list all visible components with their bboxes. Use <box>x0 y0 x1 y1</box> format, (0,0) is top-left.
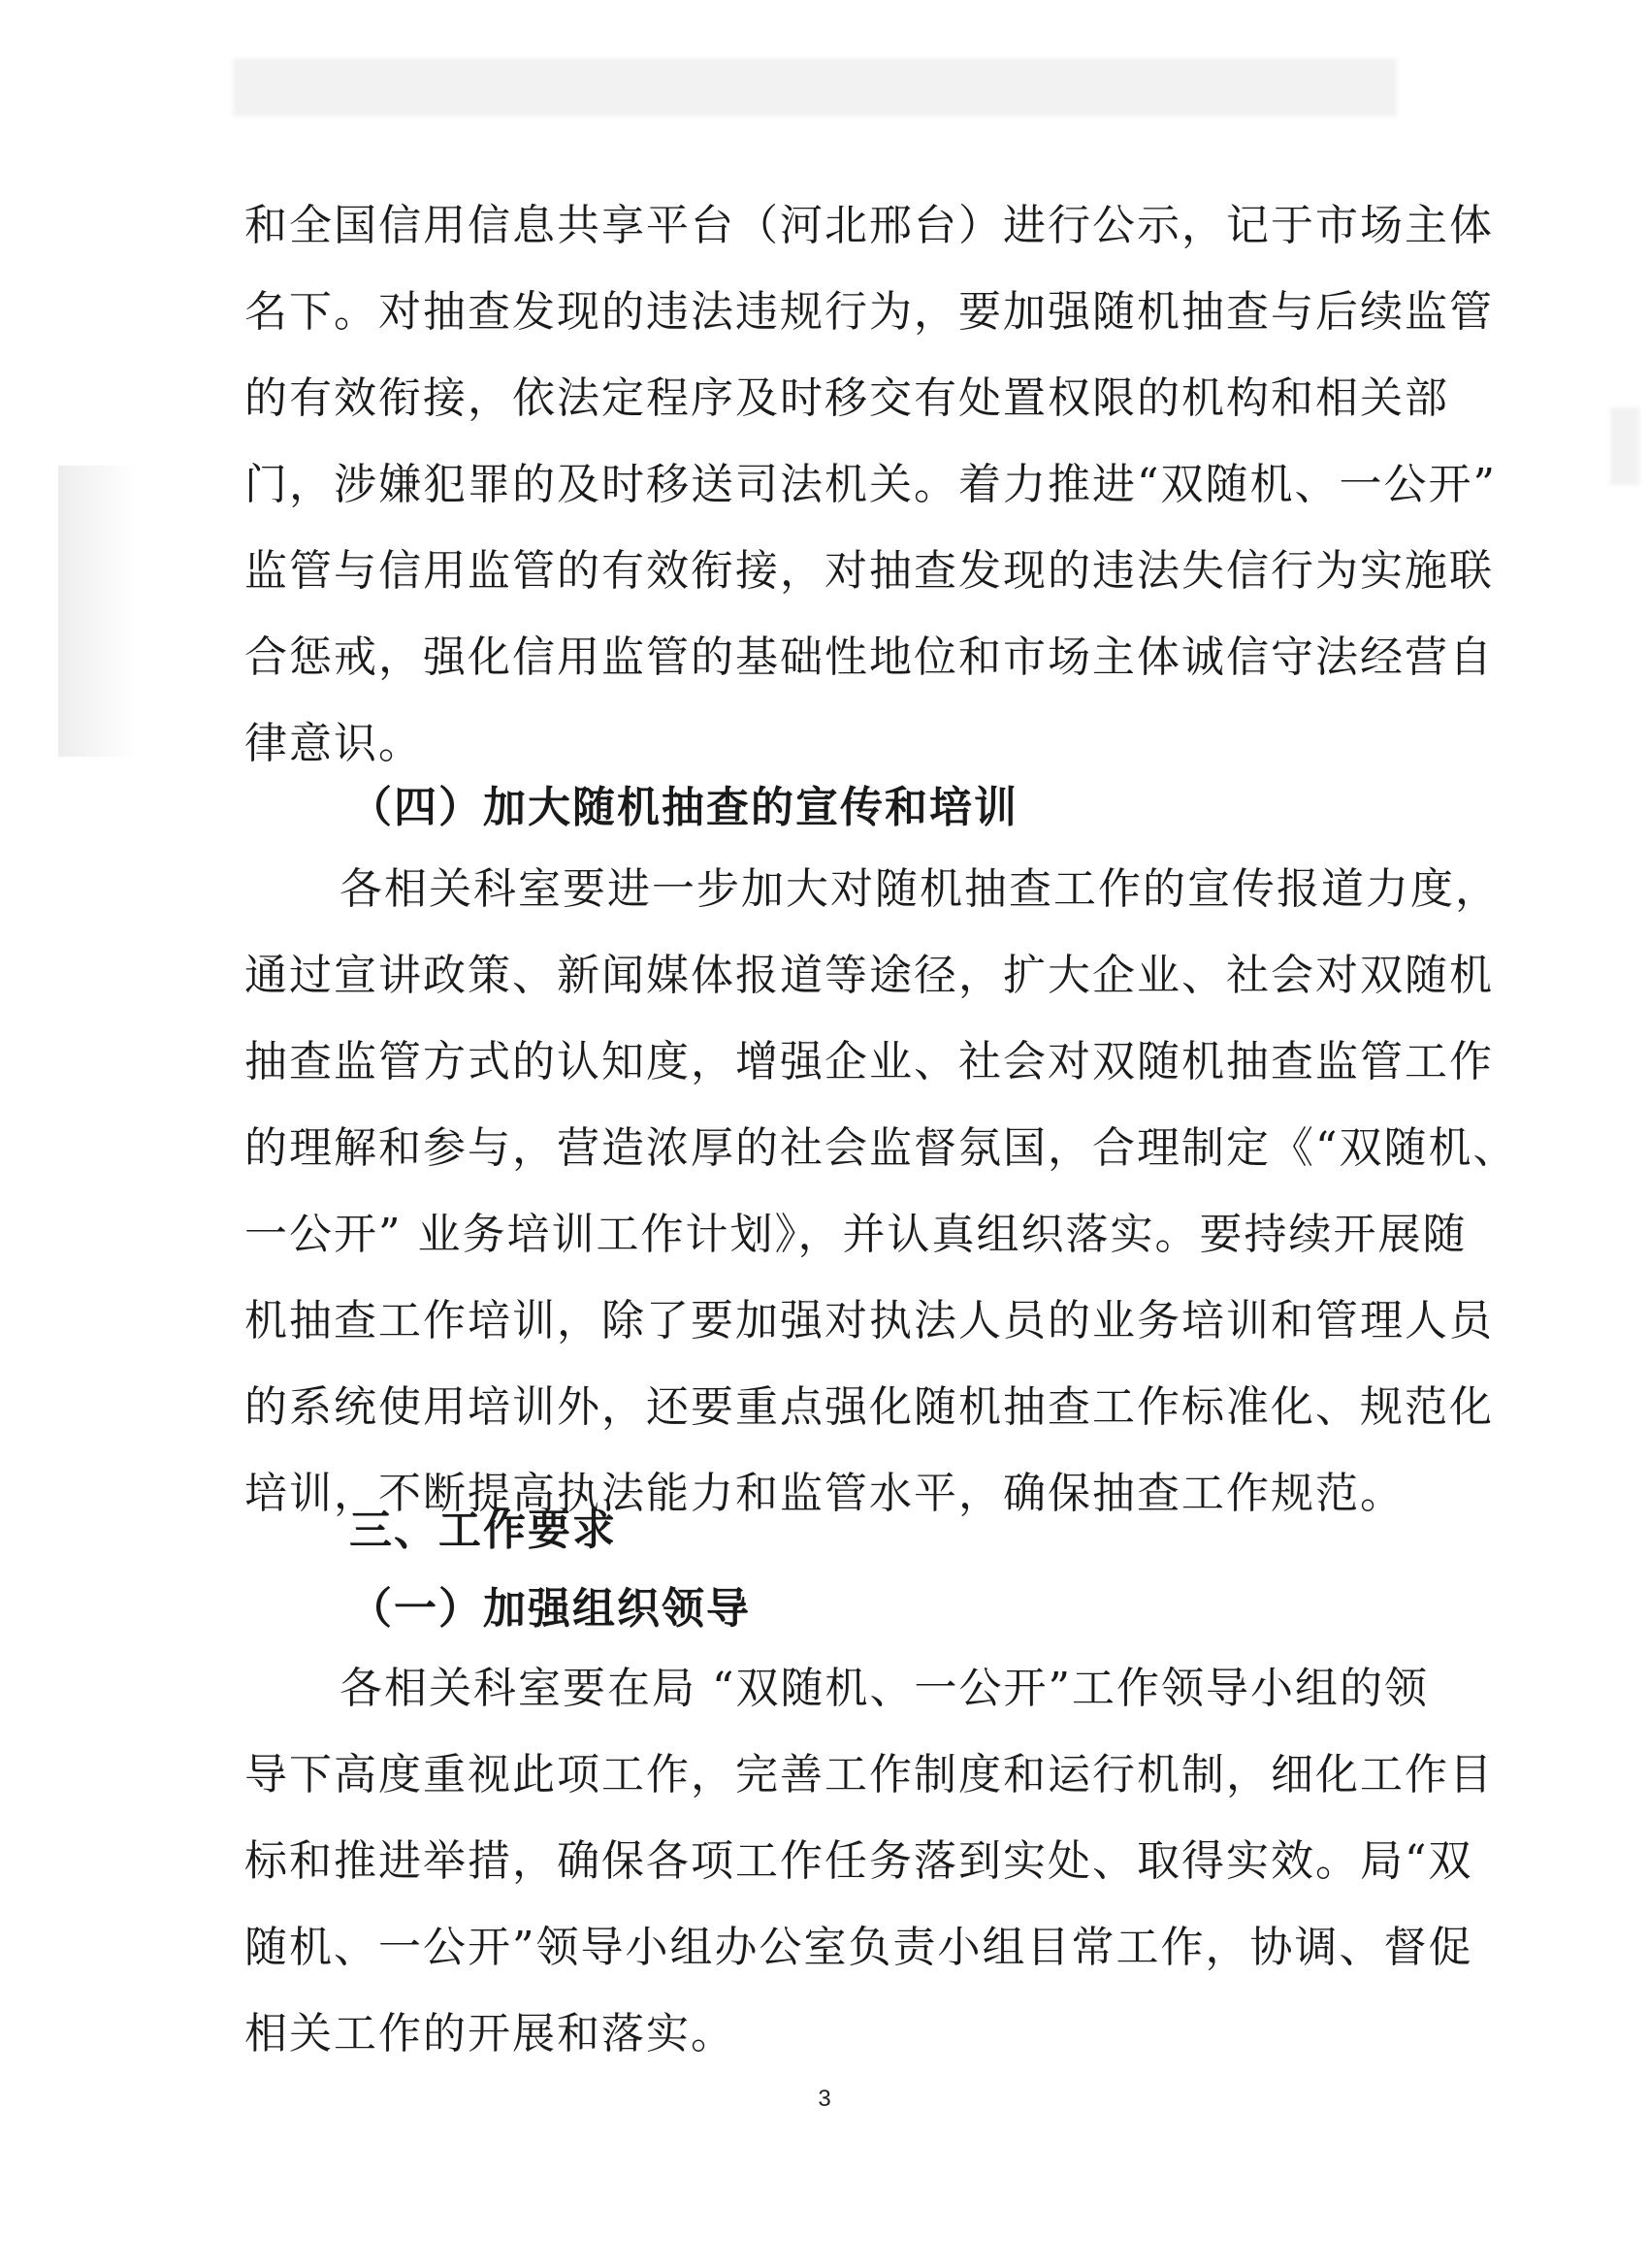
paragraph-2-line: 各相关科室要进一步加大对随机抽查工作的宣传报道力度， <box>340 864 1500 914</box>
paragraph-2-line: 培训，不断提高执法能力和监管水平，确保抽查工作规范。 <box>244 1469 1405 1518</box>
paragraph-1-line: 门，涉嫌犯罪的及时移送司法机关。着力推进“双随机、一公开” <box>244 460 1497 509</box>
paragraph-3-line: 导下高度重视此项工作，完善工作制度和运行机制，细化工作目 <box>244 1750 1494 1799</box>
paragraph-1 <box>244 182 1497 787</box>
paragraph-2-line: 通过宣讲政策、新闻媒体报道等途径，扩大企业、社会对双随机 <box>244 951 1494 1000</box>
paragraph-1-line: 律意识。 <box>244 719 423 768</box>
paragraph-2 <box>244 846 1518 1537</box>
section-heading-3: 三、工作要求 <box>349 1506 617 1555</box>
paragraph-2-line: 一公开” 业务培训工作计划》，并认真组织落实。要持续开展随 <box>244 1210 1468 1259</box>
paragraph-1-line: 的有效衔接，依法定程序及时移交有处置权限的机构和相关部 <box>244 373 1449 423</box>
scan-shadow-left <box>58 466 136 757</box>
paragraph-2-line: 的系统使用培训外，还要重点强化随机抽查工作标准化、规范化 <box>244 1382 1494 1432</box>
paragraph-3-line: 各相关科室要在局 “双随机、一公开”工作领导小组的领 <box>340 1664 1429 1713</box>
scan-bleed-top <box>233 58 1397 116</box>
paragraph-3-line: 随机、一公开”领导小组办公室负责小组目常工作，协调、督促 <box>244 1923 1473 1972</box>
page-number: 3 <box>818 2086 831 2112</box>
paragraph-1-line: 监管与信用监管的有效衔接，对抽查发现的违法失信行为实施联 <box>244 546 1494 596</box>
paragraph-1-line: 合惩戒，强化信用监管的基础性地位和市场主体诚信守法经营自 <box>244 632 1494 682</box>
paragraph-2-line: 抽查监管方式的认知度，增强企业、社会对双随机抽查监管工作 <box>244 1037 1494 1086</box>
scan-edge-right <box>1610 407 1639 485</box>
paragraph-1-line: 名下。对抽查发现的违法违规行为，要加强随机抽查与后续监管 <box>244 287 1494 337</box>
paragraph-3-line: 标和推进举措，确保各项工作任务落到实处、取得实效。局“双 <box>244 1836 1473 1886</box>
subsection-heading-4: （四）加大随机抽查的宣传和培训 <box>349 783 1018 832</box>
paragraph-1-line: 和全国信用信息共享平台（河北邢台）进行公示，记于市场主体 <box>244 201 1494 250</box>
paragraph-3-line: 相关工作的开展和落实。 <box>244 2009 735 2058</box>
subsection-heading-3-1: （一）加强组织领导 <box>349 1584 751 1634</box>
paragraph-3 <box>244 1645 1494 2077</box>
paragraph-2-line: 机抽查工作培训，除了要加强对执法人员的业务培训和管理人员 <box>244 1296 1494 1345</box>
paragraph-2-line: 的理解和参与，营造浓厚的社会监督氛国，合理制定《“双随机、 <box>244 1123 1518 1173</box>
